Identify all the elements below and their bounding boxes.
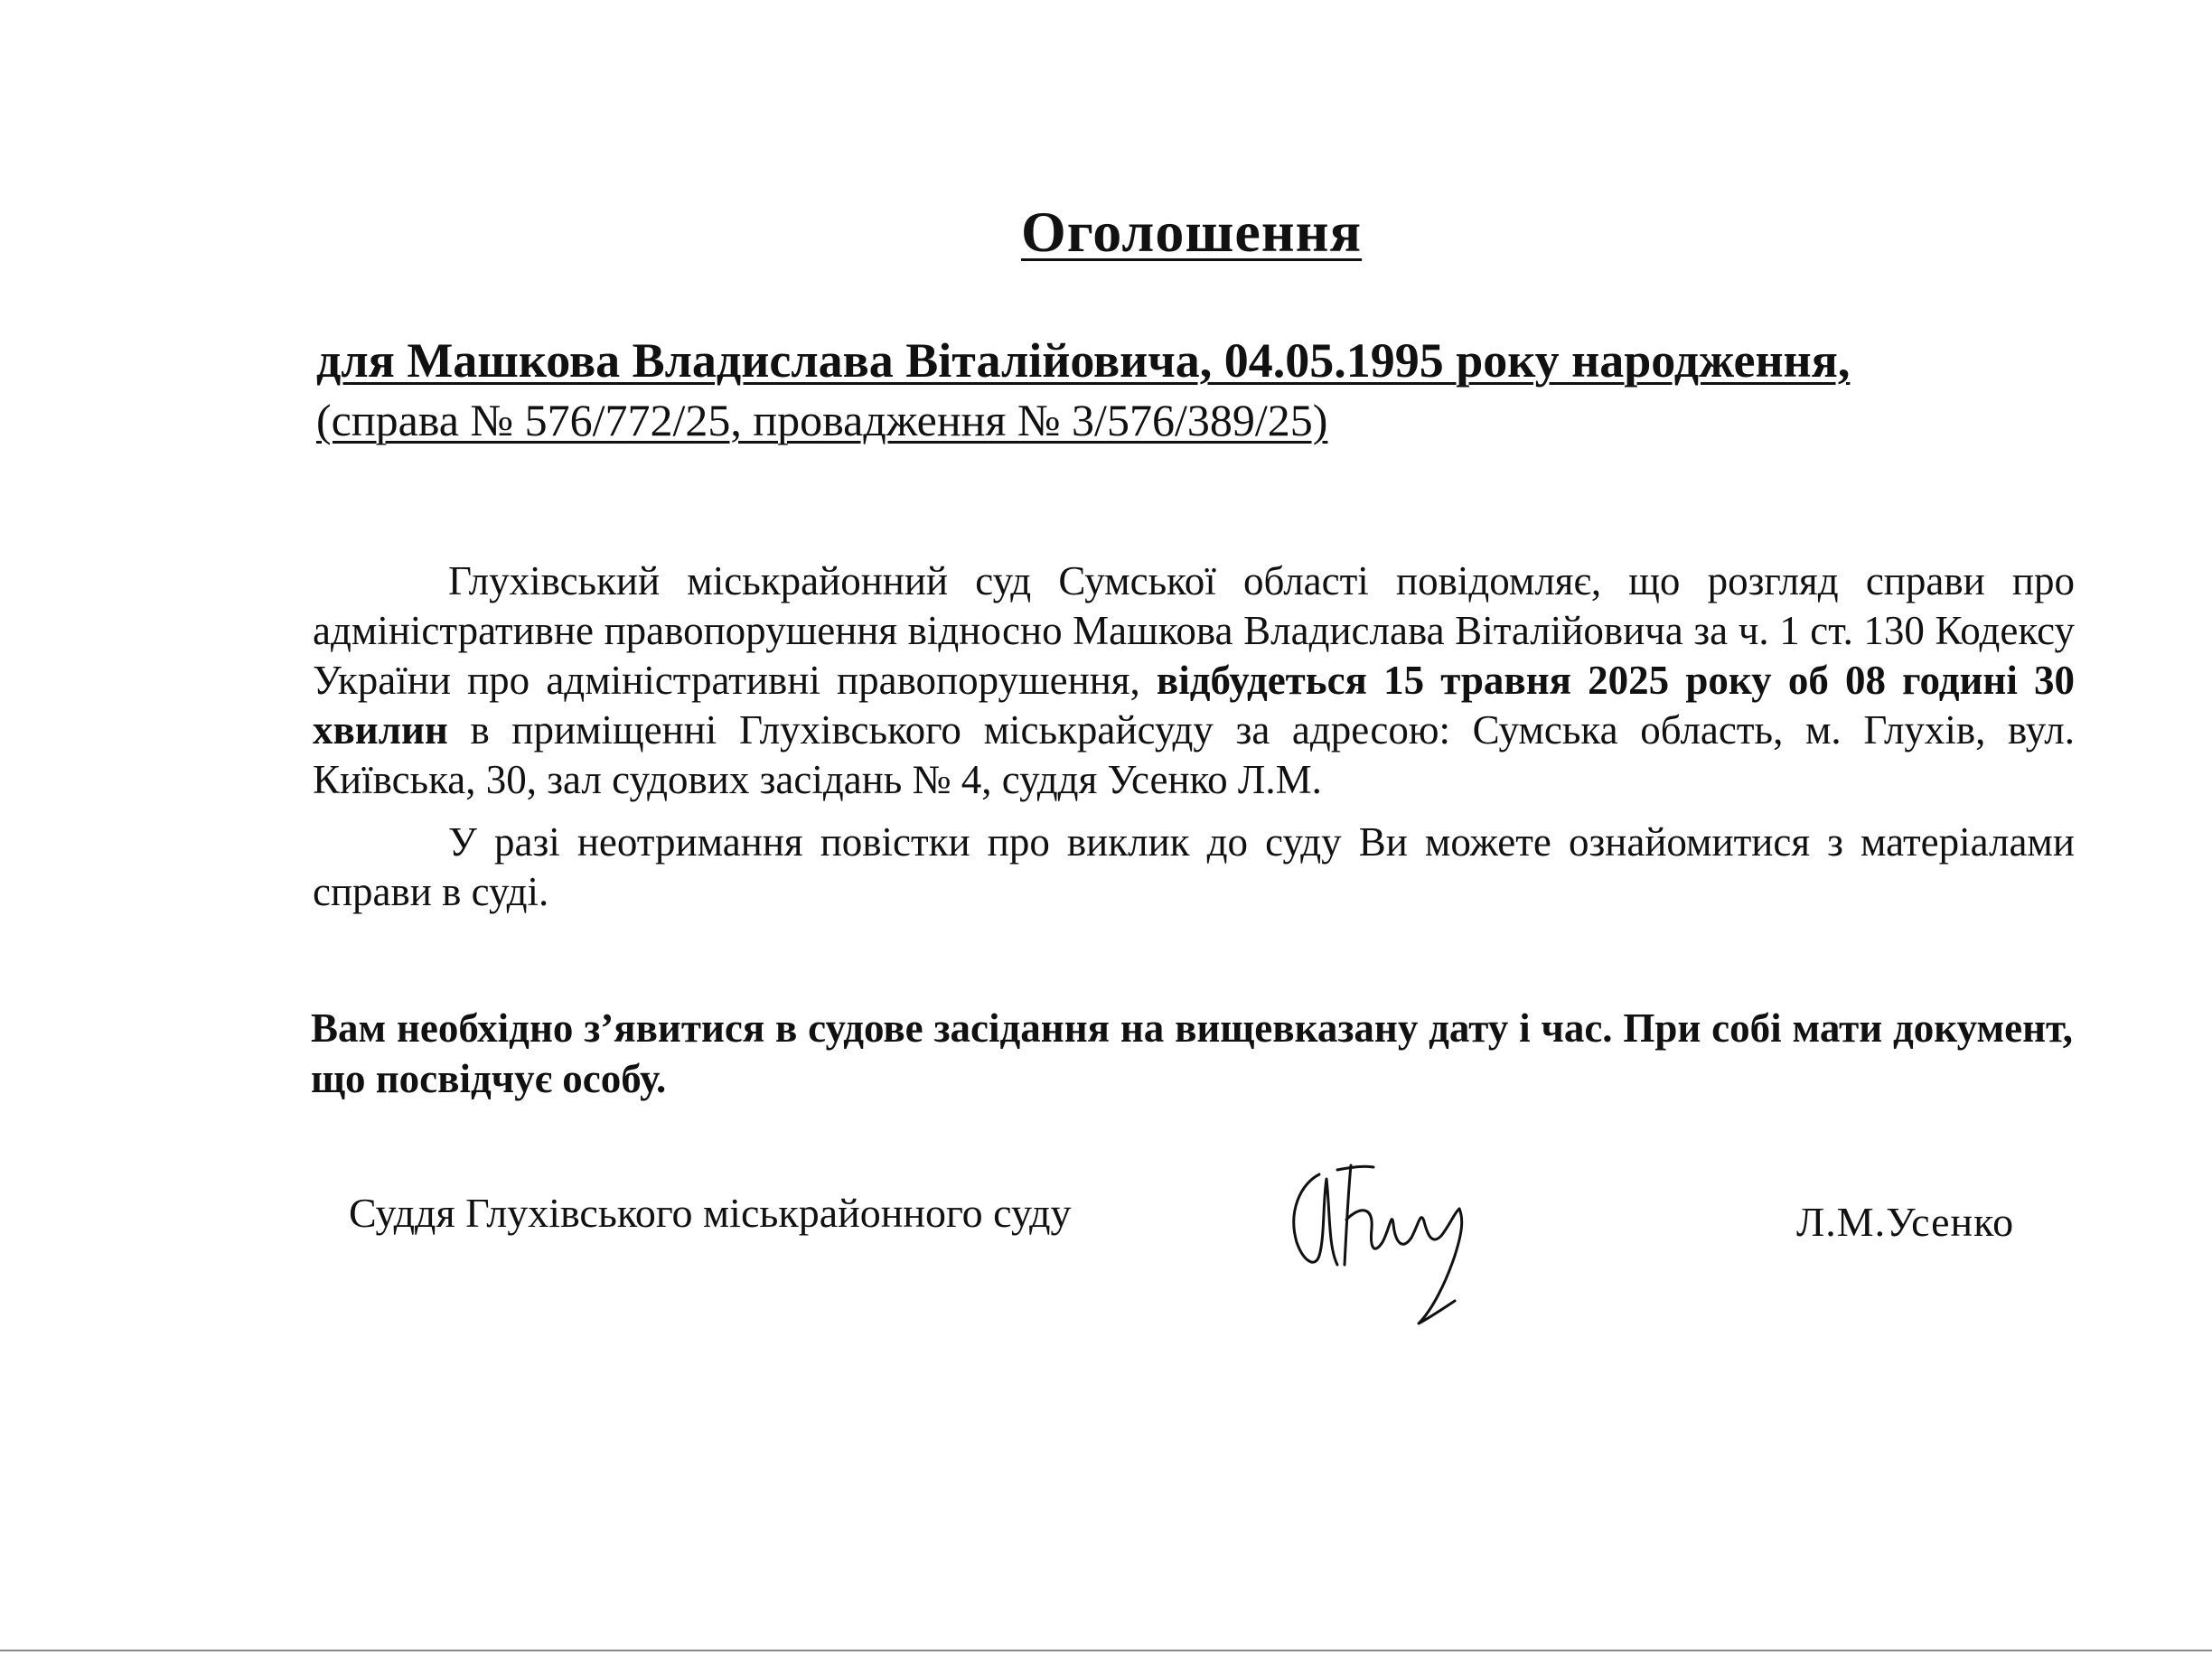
notice-body <box>313 556 2075 917</box>
page-bottom-edge <box>0 1650 2212 1651</box>
appearance-warning: Вам необхідно з’явитися в судове засідання на вищевказану дату і час. При собі мати документ, що посвідчує особу. <box>311 1005 2073 1101</box>
signature-position: Суддя Глухівського міськрайонного суду <box>349 1190 1072 1236</box>
notice-paragraph-1-text-a: Глухівський міськрайонний суд Сумської області повідомляє, що розгляд справи про адміністративне правопорушення відносно Машкова Владислава Віталійовича за ч. 1 ст. 130 Кодексу України про адміністративні правопорушення, <box>313 558 2075 703</box>
document-title: Оголошення <box>1021 200 1363 264</box>
handwritten-signature <box>1283 1156 1581 1337</box>
subject-case-line: (справа № 576/772/25, провадження № 3/576/389/25) <box>316 395 1328 445</box>
signature-name: Л.М.Усенко <box>1796 1199 2015 1245</box>
notice-paragraph-1-text-b: в приміщенні Глухівського міськрайсуду за адресою: Сумська область, м. Глухів, вул. Київська, 30, зал судових засідань № 4, суддя Усенко Л.М. <box>313 707 2075 802</box>
hearing-datetime: відбудеться 15 травня 2025 року об 08 годині 30 хвилин <box>313 658 2075 753</box>
notice-paragraph-1 <box>313 556 2075 805</box>
subject-person-line: для Машкова Владислава Віталійовича, 04.05.1995 року народження, <box>316 333 1851 388</box>
notice-paragraph-2: У разі неотримання повістки про виклик до суду Ви можете ознайомитися з матеріалами справи в суді. <box>313 819 2075 914</box>
subject-block <box>316 332 1988 452</box>
